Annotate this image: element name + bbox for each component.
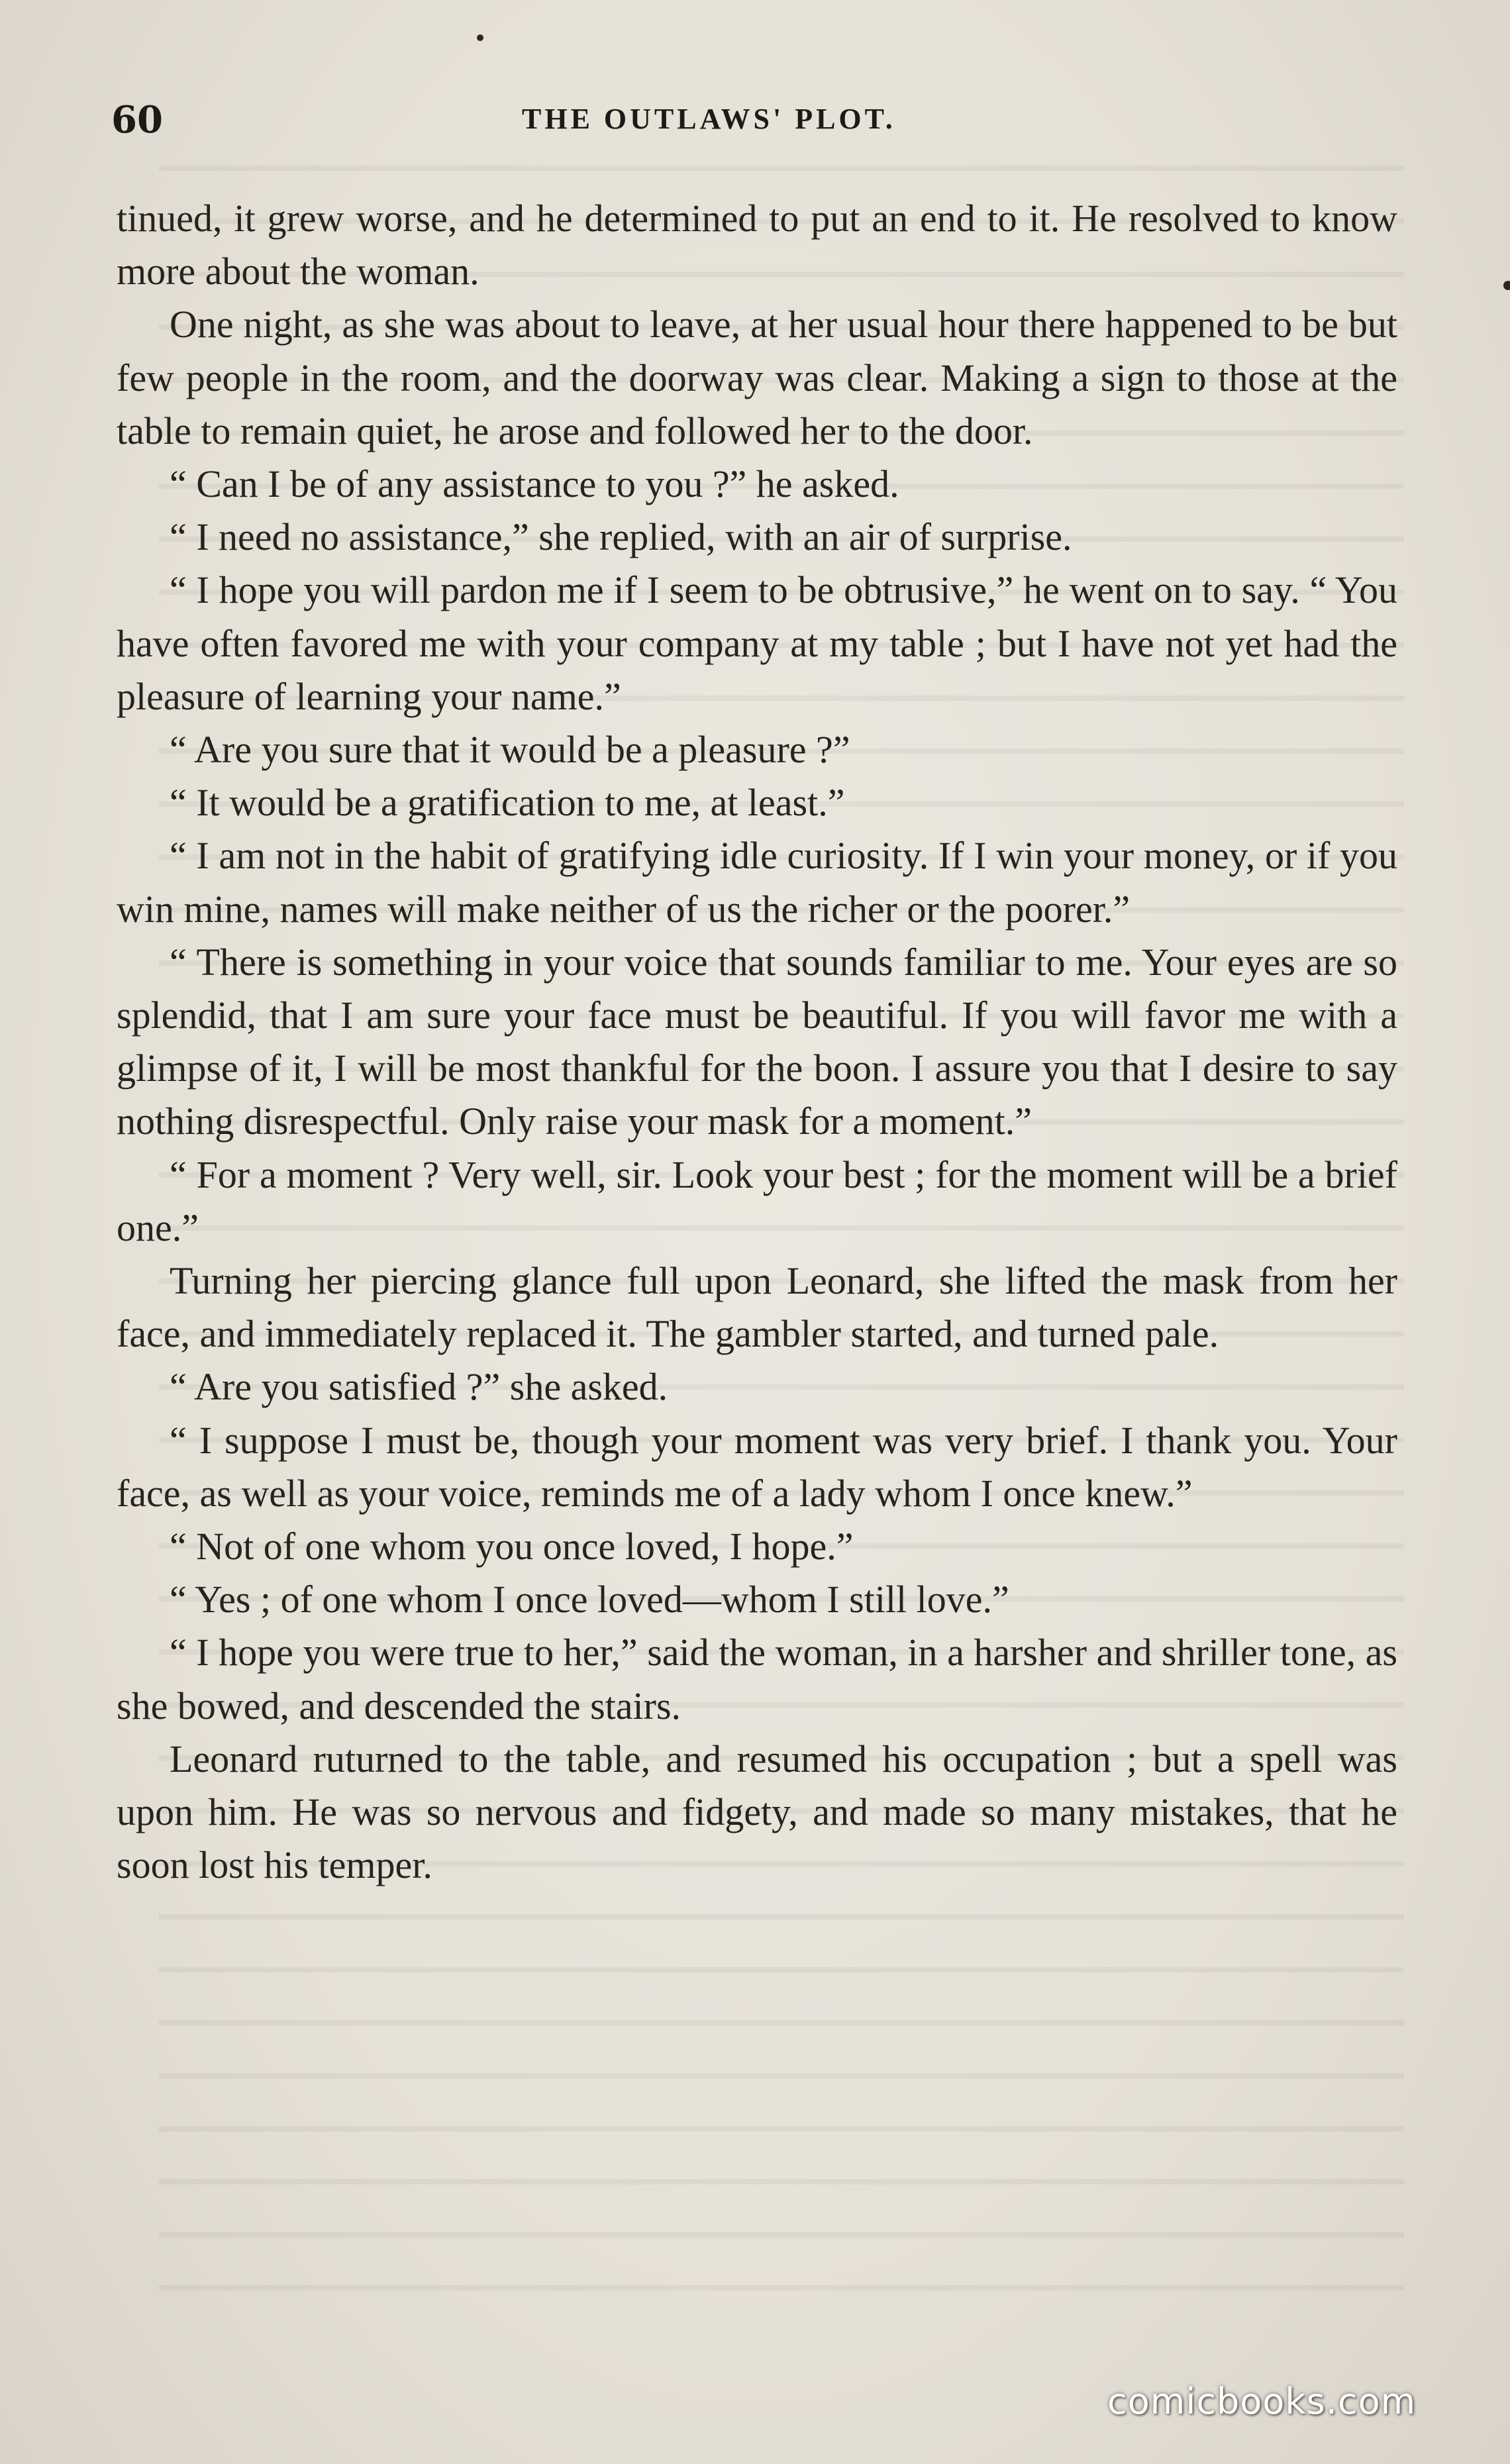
paragraph: “ Can I be of any assistance to you ?” he asked. (170, 462, 899, 506)
paragraph: “ It would be a gratification to me, at least.” (170, 781, 845, 825)
ink-speck (1503, 281, 1510, 290)
paragraph: “ I hope you will pardon me if I seem to be obtrusive,” he went on to say. “ You have often favored me with your company at my table ; but I have not yet had the pleasure of learning your name.” (117, 568, 1397, 718)
paragraph: One night, as she was about to leave, at her usual hour there happened to be but few people in the room, and the doorway was clear. Making a sign to those at the table to remain quiet, he arose and followed her to the door. (117, 303, 1397, 452)
paragraph: “ I suppose I must be, though your moment was very brief. I thank you. Your face, as well as your voice, reminds me of a lady whom I once knew.” (117, 1418, 1397, 1515)
paragraph: Leonard ruturned to the table, and resumed his occupation ; but a spell was upon him. He was so nervous and fidgety, and made so many mistakes, that he soon lost his temper. (117, 1737, 1397, 1887)
body-text (117, 192, 1397, 1892)
paragraph: Turning her piercing glance full upon Leonard, she lifted the mask from her face, and immediately replaced it. The gambler started, and turned pale. (117, 1259, 1397, 1356)
watermark: comicbooks.com (1107, 2381, 1417, 2422)
paragraph: “ I am not in the habit of gratifying idle curiosity. If I win your money, or if you win mine, names will make neither of us the richer or the poorer.” (117, 834, 1397, 931)
paragraph: “ For a moment ? Very well, sir. Look your best ; for the moment will be a brief one.” (117, 1153, 1397, 1249)
running-title: THE OUTLAWS' PLOT. (522, 103, 896, 135)
paragraph: tinued, it grew worse, and he determined to put an end to it. He resolved to know more about the woman. (117, 197, 1397, 293)
paragraph: “ Yes ; of one whom I once loved—whom I still love.” (170, 1578, 1009, 1621)
paragraph: “ I need no assistance,” she replied, with an air of surprise. (170, 515, 1072, 559)
paragraph: “ I hope you were true to her,” said the woman, in a harsher and shriller tone, as she bowed, and descended the stairs. (117, 1631, 1397, 1727)
paragraph: “ Not of one whom you once loved, I hope.” (170, 1525, 854, 1568)
paragraph: “ Are you satisfied ?” she asked. (170, 1365, 668, 1409)
page-number: 60 (111, 98, 163, 142)
paragraph: “ There is something in your voice that sounds familiar to me. Your eyes are so splendid, that I am sure your face must be beautiful. If you will favor me with a glimpse of it, I will be most thankful for the boon. I assure you that I desire to say nothing disrespectful. Only raise your mask for a moment.” (117, 940, 1397, 1143)
page-header (111, 93, 1396, 152)
ink-speck (477, 34, 483, 41)
paragraph: “ Are you sure that it would be a pleasure ?” (170, 728, 850, 772)
